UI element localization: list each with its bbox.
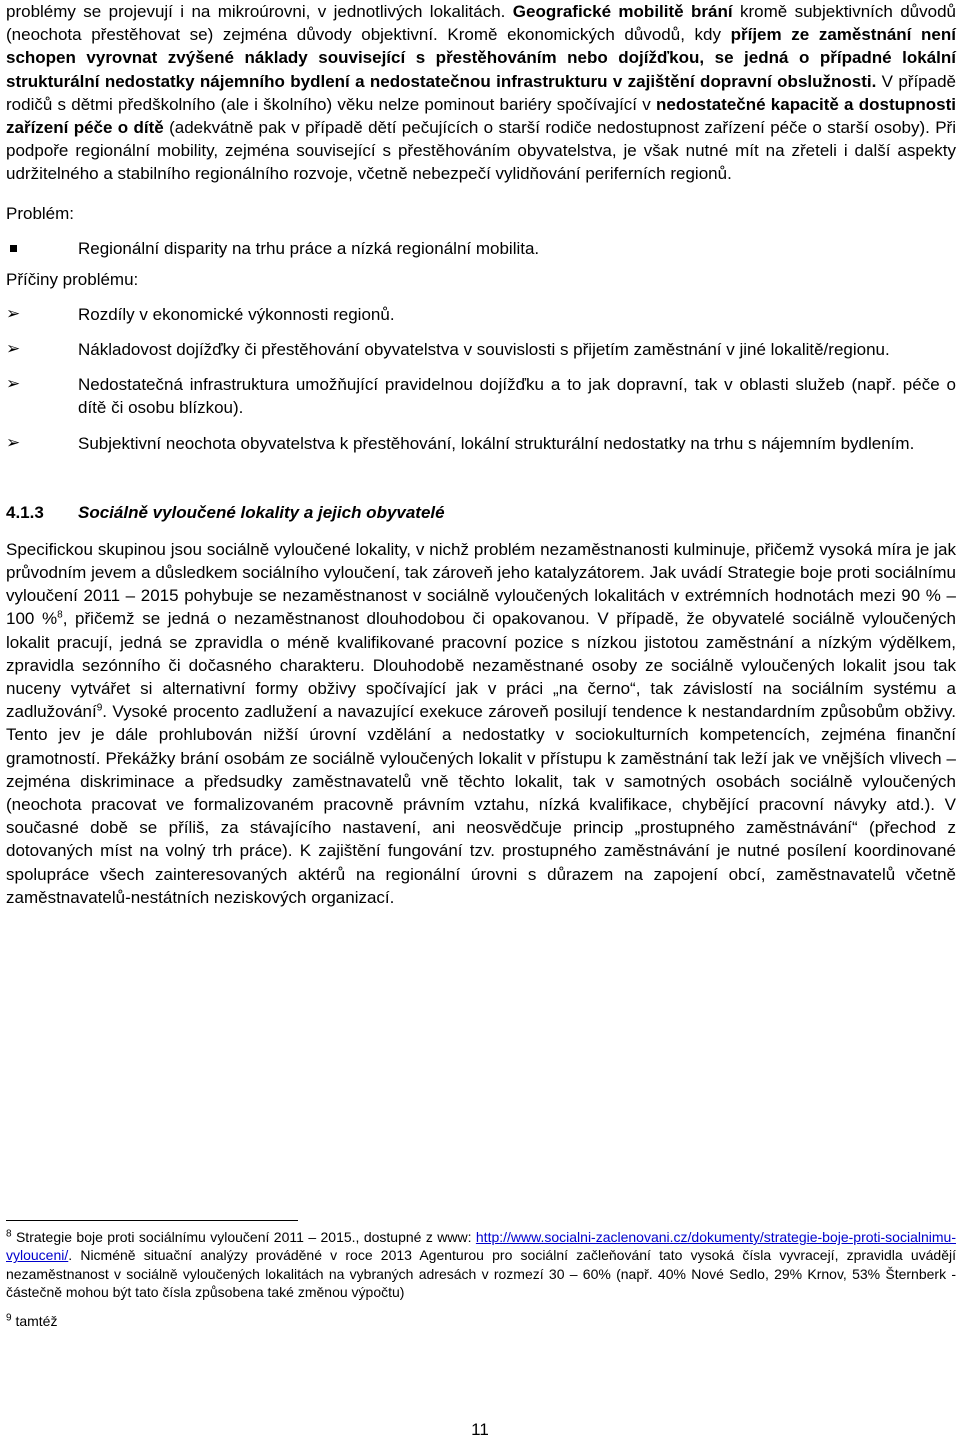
arrow-bullet-icon: ➢	[6, 432, 21, 453]
footnote-9: $^9$ tamtéž	[6, 1311, 58, 1329]
intro-bold-2: příjem ze zaměstnání není schopen vyrovnat zvýšené náklady související s přestěhováním nebo dojížďkou, se jedná o případné lokální strukturální nedostatky nájemního bydlení a nedostatečnou infrastrukturu v zajištění dopravní obslužnosti.	[6, 25, 956, 91]
section-number: 4.1.3	[6, 502, 44, 522]
list-item: Regionální disparity na trhu práce a nízká regionální mobilita.	[6, 237, 956, 260]
footnote-ref-9[interactable]: 9	[96, 702, 103, 714]
intro-text-1: problémy se projevují i na mikroúrovni, v jednotlivých lokalitách.	[6, 2, 513, 21]
square-bullet-icon	[10, 245, 17, 252]
section-title: Sociálně vyloučené lokality a jejich obyvatelé	[78, 502, 445, 522]
list-item: ➢ Nákladovost dojížďky či přestěhování obyvatelstva v souvislosti s přijetím zaměstnání v jiné lokalitě/regionu.	[6, 339, 890, 360]
footnote-8: $^8$ Strategie boje proti sociálnímu vyloučení 2011 – 2015., dostupné z www: http://www.socialni-zaclenovani.cz/dokumenty/strategie-boje-proti-socialnimu-vylouceni/. Nicméně situační analýzy prováděné v roce 2013 Agenturou pro sociální začleňování tato vysoká čísla vyvracejí, zpravidla uvádějí nezaměstnanost v sociálně vyloučených lokalitách na vybraných adresách v rozmezí 30 – 60% (např. 40% Nové Sedlo, 29% Krnov, 53% Šternberk - částečně mohou být tato čísla způsobena také změnou výpočtu)	[6, 1228, 956, 1301]
arrow-bullet-icon: ➢	[6, 374, 21, 395]
list-item: ➢ Rozdíly v ekonomické výkonnosti regionů.	[6, 303, 395, 324]
intro-text-4: (adekvátně pak v případě dětí pečujících o starší rodiče nedostupnost zařízení péče o starší osoby). Při podpoře regionální mobility, zejména související s přestěhováním obyvatelstva, je však nutné mít na zřeteli i další aspekty udržitelného a stabilního regionálního rozvoje, včetně nebezpečí vylidňování periferních regionů.	[6, 118, 956, 184]
section-heading	[6, 501, 956, 524]
strategy-link[interactable]: http://www.socialni-zaclenovani.cz/dokumenty/strategie-boje-proti-socialnimu-vylouceni/	[6, 1229, 956, 1264]
list-item: ➢ Subjektivní neochota obyvatelstva k přestěhování, lokální strukturální nedostatky na trhu s nájemním bydlením.	[6, 432, 915, 453]
page-number: 11	[471, 1420, 489, 1439]
arrow-bullet-icon: ➢	[6, 303, 21, 324]
intro-bold-1: Geografické mobilitě brání	[512, 2, 733, 21]
causes-list	[6, 303, 956, 455]
causes-label: Příčiny problému:	[6, 269, 139, 289]
footnote-ref-8[interactable]: 8	[57, 609, 63, 621]
footnotes	[6, 1228, 956, 1330]
problem-label: Problém:	[6, 203, 75, 223]
intro-text-2: kromě subjektivních důvodů (neochota přestěhovat se) zejména důvody objektivní. Kromě ekonomických důvodů, kdy	[6, 2, 956, 45]
footnote-divider	[6, 1220, 298, 1221]
problem-list	[6, 237, 956, 260]
list-item: ➢ Nedostatečná infrastruktura umožňující pravidelnou dojížďku a to jak dopravní, tak v oblasti služeb (např. péče o dítě či osobu blízkou).	[6, 374, 956, 418]
intro-text-3: V případě rodičů s dětmi předškolního (ale i školního) věku nelze pominout bariéry spočívající v	[6, 71, 956, 114]
document-page	[6, 0, 956, 909]
intro-bold-3: nedostatečné kapacitě a dostupnosti zařízení péče o dítě	[6, 94, 956, 138]
arrow-bullet-icon: ➢	[6, 339, 21, 360]
intro-paragraph	[6, 0, 956, 186]
section-paragraph: Specifickou skupinou jsou sociálně vyloučené lokality, v nichž problém nezaměstnanosti kulminuje, přičemž vysoká míra je jak průvodním jevem a důsledkem sociálního vyloučení, tak zároveň jeho katalyzátorem. Jak uvádí Strategie boje proti sociálnímu vyloučení 2011 – 2015 pohybuje se nezaměstnanost v sociálně vyloučených lokalitách v extrémních hodnotách mezi 90 % – 100 %$^8$, přičemž se jedná o nezaměstnanost dlouhodobou či opakovanou. V případě, že obyvatelé sociálně vyloučených lokalit pracují, jedná se zpravidla o méně kvalifikované pracovní pozice s nízkou jistotou zaměstnání a nízkým výdělkem, zpravidla sezónního či dočasného charakteru. Dlouhodobě nezaměstnané osoby ze sociálně vyloučených lokalit jsou tak nuceny vytvářet si alternativní formy obživy spočívající jak v práci „na černo“, tak závislostí na sociálním systému a zadlužování$^9$. Vysoké procento zadlužení a navazující exekuce zároveň posilují tendence k nestandardním způsobům obživy. Tento jev je dále prohlubován nižší úrovní vzdělání a nedostatky v sociokulturních kompetencích, zejména finanční gramotností. Překážky brání osobám ze sociálně vyloučených lokalit v přístupu k zaměstnání tak leží jak ve vnějších vlivech – zejména diskriminace a předsudky zaměstnavatelů vně těchto lokalit, tak v samotných osobách sociálně vyloučených (neochota pracovat ve formalizovaném pracovně právním vztahu, nízká kvalifikace, chybějící pracovní návyky atd.). V současné době se příliš, za stávajícího nastavení, ani neosvědčuje princip „prostupného zaměstnávání“ (přechod z dotovaných míst na volný trh práce). K zajištění fungování tzv. prostupného zaměstnávání je nutné posílení koordinované spolupráce všech zainteresovaných aktérů na regionální úrovni s důrazem na zapojení obcí, zaměstnavatelů včetně zaměstnavatelů-nestátních neziskových organizací.	[6, 539, 956, 907]
